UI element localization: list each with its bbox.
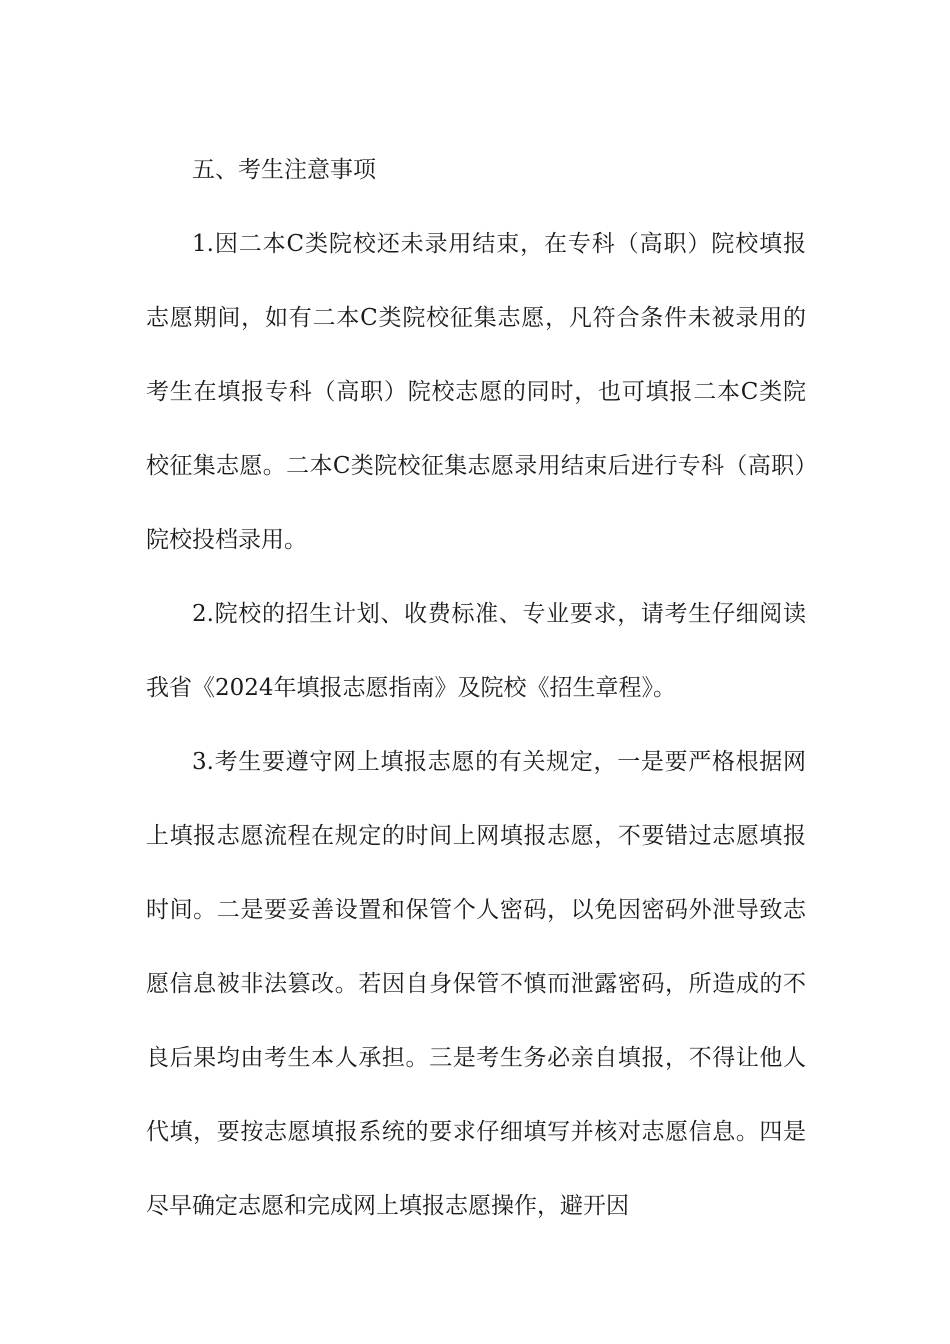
paragraph-item-3: 3.考生要遵守网上填报志愿的有关规定，一是要严格根据网上填报志愿流程在规定的时间上网填报志愿，不要错过志愿填报时间。二是要妥善设置和保管个人密码，以免因密码外泄导致志愿信息被非法篡改。若因自身保管不慎而泄露密码，所造成的不良后果均由考生本人承担。三是考生务必亲自填报，不得让他人代填，要按志愿填报系统的要求仔细填写并核对志愿信息。四是尽早确定志愿和完成网上填报志愿操作，避开因 xyxy=(146,749,806,1219)
paragraph-item-2: 2.院校的招生计划、收费标准、专业要求，请考生仔细阅读我省《2024年填报志愿指南》及院校《招生章程》。 xyxy=(146,601,806,701)
paragraph-item-1: 1.因二本C类院校还未录用结束，在专科（高职）院校填报志愿期间，如有二本C类院校征集志愿，凡符合条件未被录用的考生在填报专科（高职）院校志愿的同时，也可填报二本C类院校征集志愿。二本C类院校征集志愿录用结束后进行专科（高职）院校投档录用。 xyxy=(146,231,806,553)
document-body xyxy=(146,133,806,1243)
section-heading: 五、考生注意事项 xyxy=(192,157,376,183)
